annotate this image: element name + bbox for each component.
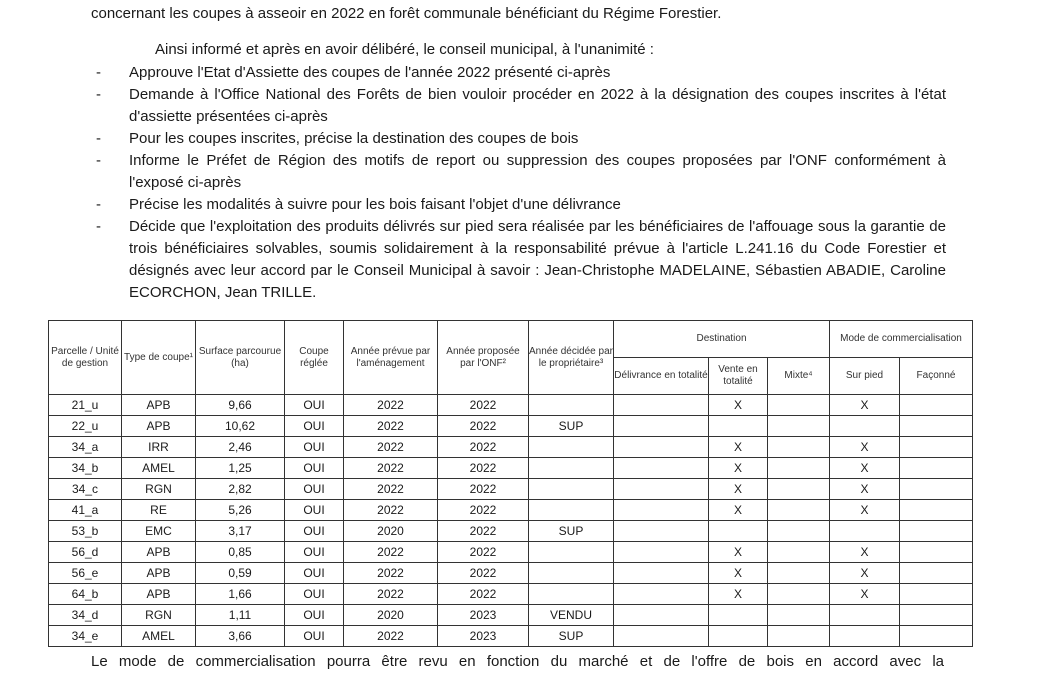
header-mixte: Mixte⁴ bbox=[768, 358, 830, 395]
table-cell: 2020 bbox=[344, 521, 438, 542]
header-reglee: Coupe réglée bbox=[285, 321, 344, 395]
closing-text: Le mode de commercialisation pourra être revu en fonction du marché et de l'offre de bois en accord avec la bbox=[91, 653, 944, 670]
table-cell bbox=[529, 437, 614, 458]
table-cell: 2022 bbox=[344, 626, 438, 647]
table-cell: 34_e bbox=[49, 626, 122, 647]
table-cell bbox=[900, 479, 973, 500]
list-marker: - bbox=[96, 86, 101, 103]
table-cell bbox=[900, 521, 973, 542]
table-cell: OUI bbox=[285, 542, 344, 563]
table-cell bbox=[614, 500, 709, 521]
table-cell: 2022 bbox=[344, 584, 438, 605]
table-cell: IRR bbox=[122, 437, 196, 458]
table-cell bbox=[768, 542, 830, 563]
table-cell: X bbox=[709, 584, 768, 605]
table-cell: APB bbox=[122, 395, 196, 416]
table-cell bbox=[768, 626, 830, 647]
table-cell bbox=[768, 605, 830, 626]
table-cell: RGN bbox=[122, 479, 196, 500]
table-cell bbox=[900, 542, 973, 563]
table-cell: X bbox=[830, 395, 900, 416]
table-cell: 2022 bbox=[438, 584, 529, 605]
table-row bbox=[49, 458, 973, 479]
table-cell: 2022 bbox=[344, 458, 438, 479]
table-cell bbox=[614, 437, 709, 458]
table-cell bbox=[830, 521, 900, 542]
coupes-table-body bbox=[49, 395, 973, 647]
list-item-text: Demande à l'Office National des Forêts de bien vouloir procéder en 2022 à la désignation des coupes inscrites à l'état d'assiette présentées ci-après bbox=[129, 86, 946, 125]
table-row bbox=[49, 563, 973, 584]
table-cell: 3,17 bbox=[196, 521, 285, 542]
table-cell: 2023 bbox=[438, 605, 529, 626]
table-cell: 2022 bbox=[344, 416, 438, 437]
table-cell: APB bbox=[122, 563, 196, 584]
header-surface: Surface parcourue (ha) bbox=[196, 321, 285, 395]
table-cell: 2022 bbox=[344, 563, 438, 584]
table-cell: X bbox=[709, 500, 768, 521]
table-cell: OUI bbox=[285, 626, 344, 647]
table-cell: APB bbox=[122, 584, 196, 605]
list-item-text: Informe le Préfet de Région des motifs de report ou suppression des coupes proposées par l'ONF conformément à l'exposé ci-après bbox=[129, 152, 946, 191]
list-item bbox=[96, 150, 946, 194]
table-row bbox=[49, 605, 973, 626]
table-cell: 2022 bbox=[344, 395, 438, 416]
table-cell: X bbox=[830, 584, 900, 605]
list-marker: - bbox=[96, 130, 101, 147]
table-cell bbox=[900, 395, 973, 416]
table-cell: 34_d bbox=[49, 605, 122, 626]
list-item-text: Pour les coupes inscrites, précise la destination des coupes de bois bbox=[129, 130, 579, 147]
table-cell: 2022 bbox=[344, 500, 438, 521]
table-cell bbox=[614, 542, 709, 563]
header-surpied: Sur pied bbox=[830, 358, 900, 395]
table-cell: X bbox=[830, 563, 900, 584]
table-cell: X bbox=[830, 500, 900, 521]
table-cell: 10,62 bbox=[196, 416, 285, 437]
table-row bbox=[49, 395, 973, 416]
table-cell: 2020 bbox=[344, 605, 438, 626]
table-cell: APB bbox=[122, 542, 196, 563]
list-item-text: Précise les modalités à suivre pour les bois faisant l'objet d'une délivrance bbox=[129, 196, 621, 213]
intro-text: concernant les coupes à asseoir en 2022 en forêt communale bénéficiant du Régime Forestier. bbox=[91, 5, 722, 22]
table-cell: 2022 bbox=[438, 479, 529, 500]
table-cell: 2,82 bbox=[196, 479, 285, 500]
header-faconne: Façonné bbox=[900, 358, 973, 395]
coupes-table bbox=[48, 320, 973, 647]
table-cell: 2022 bbox=[344, 437, 438, 458]
list-item-text: Approuve l'Etat d'Assiette des coupes de l'année 2022 présenté ci-après bbox=[129, 64, 611, 81]
table-cell bbox=[614, 458, 709, 479]
table-cell: X bbox=[830, 542, 900, 563]
list-marker: - bbox=[96, 196, 101, 213]
table-cell: X bbox=[830, 458, 900, 479]
table-cell: 56_e bbox=[49, 563, 122, 584]
table-cell bbox=[529, 479, 614, 500]
list-item bbox=[96, 84, 946, 128]
table-cell: 34_b bbox=[49, 458, 122, 479]
table-cell: 2,46 bbox=[196, 437, 285, 458]
list-marker: - bbox=[96, 218, 101, 235]
header-mode: Mode de commercialisation bbox=[830, 321, 973, 358]
table-cell: 2022 bbox=[438, 563, 529, 584]
table-cell bbox=[529, 395, 614, 416]
table-cell bbox=[768, 521, 830, 542]
table-cell bbox=[614, 479, 709, 500]
table-cell bbox=[614, 521, 709, 542]
table-row bbox=[49, 626, 973, 647]
table-cell: RE bbox=[122, 500, 196, 521]
table-cell: 2023 bbox=[438, 626, 529, 647]
table-cell bbox=[768, 479, 830, 500]
table-cell: 9,66 bbox=[196, 395, 285, 416]
table-cell: 21_u bbox=[49, 395, 122, 416]
table-cell bbox=[614, 584, 709, 605]
header-parcelle: Parcelle / Unité de gestion bbox=[49, 321, 122, 395]
list-item bbox=[96, 194, 946, 216]
table-cell: 53_b bbox=[49, 521, 122, 542]
table-cell: VENDU bbox=[529, 605, 614, 626]
table-cell: OUI bbox=[285, 521, 344, 542]
table-row bbox=[49, 521, 973, 542]
table-cell bbox=[900, 563, 973, 584]
table-cell: OUI bbox=[285, 500, 344, 521]
table-cell bbox=[768, 416, 830, 437]
header-proposee: Année proposée par l'ONF² bbox=[438, 321, 529, 395]
table-cell bbox=[900, 605, 973, 626]
table-cell: 2022 bbox=[438, 458, 529, 479]
table-cell: 5,26 bbox=[196, 500, 285, 521]
table-cell: 2022 bbox=[438, 500, 529, 521]
table-cell: X bbox=[709, 458, 768, 479]
table-cell: RGN bbox=[122, 605, 196, 626]
table-cell: 34_a bbox=[49, 437, 122, 458]
table-cell: AMEL bbox=[122, 458, 196, 479]
table-row bbox=[49, 584, 973, 605]
header-delivrance: Délivrance en totalité bbox=[614, 358, 709, 395]
table-row bbox=[49, 542, 973, 563]
table-cell: OUI bbox=[285, 458, 344, 479]
table-cell bbox=[768, 563, 830, 584]
table-cell bbox=[768, 500, 830, 521]
list-item bbox=[96, 62, 946, 84]
table-cell: SUP bbox=[529, 626, 614, 647]
table-cell bbox=[614, 605, 709, 626]
table-cell: X bbox=[709, 563, 768, 584]
list-item bbox=[96, 128, 946, 150]
table-cell: 1,25 bbox=[196, 458, 285, 479]
table-cell: SUP bbox=[529, 521, 614, 542]
table-cell bbox=[830, 626, 900, 647]
header-destination: Destination bbox=[614, 321, 830, 358]
table-cell: X bbox=[709, 395, 768, 416]
table-cell bbox=[529, 542, 614, 563]
table-cell bbox=[900, 584, 973, 605]
table-cell: X bbox=[830, 437, 900, 458]
list-marker: - bbox=[96, 152, 101, 169]
table-cell bbox=[614, 626, 709, 647]
table-row bbox=[49, 479, 973, 500]
table-row bbox=[49, 416, 973, 437]
header-prevue: Année prévue par l'aménagement bbox=[344, 321, 438, 395]
table-cell: 2022 bbox=[344, 542, 438, 563]
table-cell bbox=[709, 605, 768, 626]
table-cell bbox=[900, 437, 973, 458]
table-cell bbox=[900, 626, 973, 647]
table-cell: OUI bbox=[285, 563, 344, 584]
table-cell bbox=[614, 416, 709, 437]
table-cell: 0,59 bbox=[196, 563, 285, 584]
deliberation-paragraph: Ainsi informé et après en avoir délibéré, le conseil municipal, à l'unanimité : bbox=[155, 41, 654, 58]
table-cell: X bbox=[709, 479, 768, 500]
table-cell: OUI bbox=[285, 479, 344, 500]
table-cell bbox=[709, 416, 768, 437]
table-cell: 64_b bbox=[49, 584, 122, 605]
table-cell: X bbox=[709, 437, 768, 458]
table-cell bbox=[830, 605, 900, 626]
table-cell: X bbox=[830, 479, 900, 500]
table-cell: OUI bbox=[285, 584, 344, 605]
table-cell: 2022 bbox=[438, 416, 529, 437]
table-cell: OUI bbox=[285, 437, 344, 458]
table-cell bbox=[900, 458, 973, 479]
list-marker: - bbox=[96, 64, 101, 81]
table-cell bbox=[768, 584, 830, 605]
table-cell: EMC bbox=[122, 521, 196, 542]
table-cell: 1,11 bbox=[196, 605, 285, 626]
table-cell: 3,66 bbox=[196, 626, 285, 647]
table-cell: 2022 bbox=[438, 395, 529, 416]
table-cell bbox=[709, 626, 768, 647]
table-cell: 22_u bbox=[49, 416, 122, 437]
table-cell: 2022 bbox=[438, 521, 529, 542]
table-cell bbox=[709, 521, 768, 542]
table-cell bbox=[529, 563, 614, 584]
table-cell: 2022 bbox=[438, 437, 529, 458]
table-cell: 1,66 bbox=[196, 584, 285, 605]
table-cell: 2022 bbox=[438, 542, 529, 563]
header-decidee: Année décidée par le propriétaire³ bbox=[529, 321, 614, 395]
table-cell bbox=[768, 395, 830, 416]
table-cell bbox=[830, 416, 900, 437]
table-cell: AMEL bbox=[122, 626, 196, 647]
table-cell bbox=[900, 416, 973, 437]
table-cell: APB bbox=[122, 416, 196, 437]
table-cell: SUP bbox=[529, 416, 614, 437]
table-cell: X bbox=[709, 542, 768, 563]
table-cell: OUI bbox=[285, 395, 344, 416]
list-item bbox=[96, 216, 946, 304]
table-cell bbox=[614, 563, 709, 584]
table-cell bbox=[900, 500, 973, 521]
table-cell: OUI bbox=[285, 416, 344, 437]
table-cell bbox=[768, 458, 830, 479]
table-cell: 0,85 bbox=[196, 542, 285, 563]
decision-list bbox=[96, 62, 946, 304]
table-cell: 34_c bbox=[49, 479, 122, 500]
table-cell: OUI bbox=[285, 605, 344, 626]
header-vente: Vente en totalité bbox=[709, 358, 768, 395]
table-row bbox=[49, 437, 973, 458]
list-item-text: Décide que l'exploitation des produits délivrés sur pied sera réalisée par les bénéficiaires de l'affouage sous la garantie de trois bénéficiaires solvables, soumis solidairement à la responsabilité prévue à l'article L.241.16 du Code Forestier et désignés avec leur accord par le Conseil Municipal à savoir : Jean-Christophe MADELAINE, Sébastien ABADIE, Caroline ECORCHON, Jean TRILLE. bbox=[129, 218, 946, 301]
table-cell bbox=[614, 395, 709, 416]
table-cell bbox=[768, 437, 830, 458]
table-row bbox=[49, 500, 973, 521]
table-cell bbox=[529, 500, 614, 521]
header-type: Type de coupe¹ bbox=[122, 321, 196, 395]
table-cell: 56_d bbox=[49, 542, 122, 563]
table-cell: 2022 bbox=[344, 479, 438, 500]
table-cell: 41_a bbox=[49, 500, 122, 521]
table-cell bbox=[529, 458, 614, 479]
table-cell bbox=[529, 584, 614, 605]
